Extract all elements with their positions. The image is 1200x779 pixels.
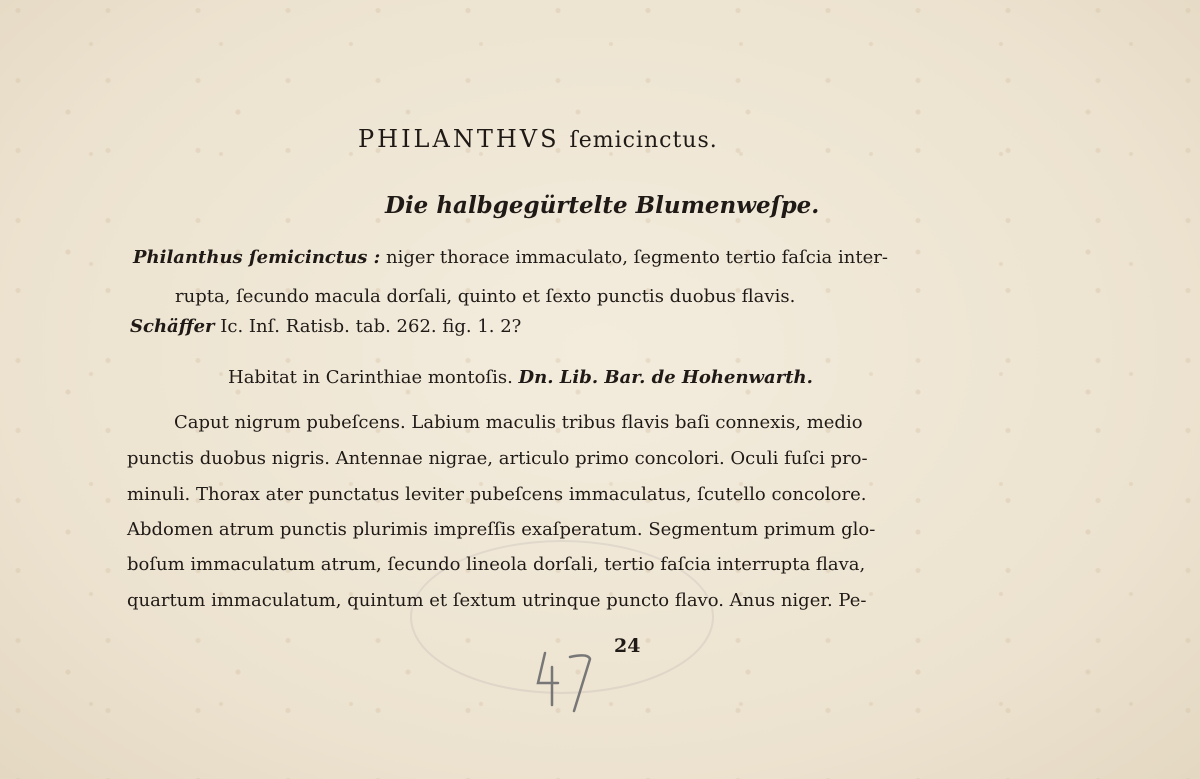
reference-author: Schäffer xyxy=(130,316,215,337)
diagnosis-line-2: rupta, ſecundo macula dorſali, quinto et ſexto punctis duobus flavis. xyxy=(175,286,796,307)
page-title xyxy=(358,125,718,153)
handwritten-mark xyxy=(530,645,600,715)
body-line-1: Caput nigrum pubeſcens. Labium maculis tribus flavis baſi connexis, medio xyxy=(174,412,863,433)
title-species: ſemicinctus. xyxy=(569,128,718,153)
page-number: 24 xyxy=(614,635,641,657)
body-line-6: quartum immaculatum, quintum et ſextum utrinque puncto flavo. Anus niger. Pe- xyxy=(127,590,867,611)
reference-text: Ic. Inſ. Ratisb. tab. 262. fig. 1. 2? xyxy=(220,316,522,337)
body-line-5: boſum immaculatum atrum, ſecundo lineola dorſali, tertio faſcia interrupta flava, xyxy=(127,554,866,575)
body-line-4: Abdomen atrum punctis plurimis impreſſis exaſperatum. Segmentum primum glo- xyxy=(127,519,876,540)
habitat-text: Habitat in Carinthiae montoſis. xyxy=(228,367,513,388)
body-line-3: minuli. Thorax ater punctatus leviter pubeſcens immaculatus, ſcutello concolore. xyxy=(127,484,867,505)
title-genus: PHILANTHVS xyxy=(358,125,560,153)
species-name: Philanthus ſemicinctus : xyxy=(133,247,381,268)
diagnosis-text-1: niger thorace immaculato, ſegmento tertio faſcia inter- xyxy=(386,247,888,268)
habitat-line xyxy=(228,367,813,388)
habitat-collector: Dn. Lib. Bar. de Hohenwarth. xyxy=(518,367,813,388)
page-subtitle: Die halbgegürtelte Blumenweſpe. xyxy=(385,192,820,219)
diagnosis-line-1 xyxy=(133,247,888,268)
reference-line xyxy=(130,316,521,337)
body-line-2: punctis duobus nigris. Antennae nigrae, articulo primo concolori. Oculi fuſci pro- xyxy=(127,448,868,469)
